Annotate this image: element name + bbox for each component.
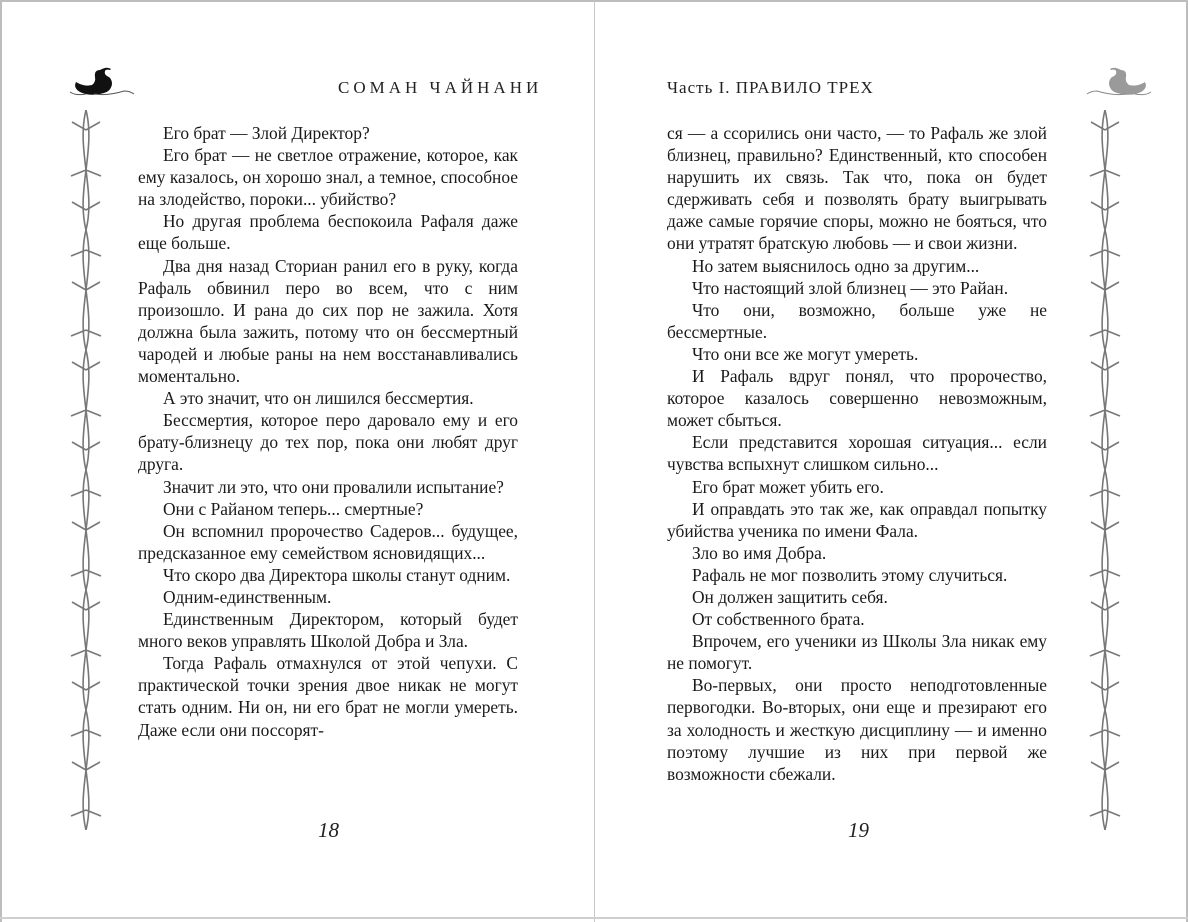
paragraph: Что они все же могут умереть.: [692, 343, 919, 364]
left-page-body: [138, 122, 518, 741]
paragraph: Что настоящий злой близнец — это Райан.: [692, 277, 1009, 298]
page-edge: [0, 917, 1188, 919]
paragraph: Но другая проблема беспокоила Рафаля даже еще больше.: [138, 211, 518, 254]
right-page: [594, 0, 1188, 922]
running-head: СОМАН ЧАЙНАНИ: [338, 78, 543, 97]
paragraph: Его брат может убить его.: [692, 476, 884, 497]
running-head: Часть I. ПРАВИЛО ТРЕХ: [667, 78, 874, 97]
paragraph: Одним-единственным.: [163, 586, 332, 607]
paragraph: Два дня назад Сториан ранил его в руку, когда Рафаль обвинил перо во всем, что с ним произошло. И рана до сих пор не зажила. Хотя должна была зажить, потому что он бессмертный чародей и любые раны на нем восстанавливались моментально.: [138, 255, 518, 387]
paragraph: Впрочем, его ученики из Школы Зла никак ему не помогут.: [667, 631, 1047, 674]
paragraph: От собственного брата.: [692, 609, 865, 630]
paragraph: Но затем выяснилось одно за другим...: [692, 255, 980, 276]
paragraph: Что скоро два Директора школы станут одним.: [163, 564, 511, 585]
paragraph: Единственным Директором, который будет много веков управлять Школой Добра и Зла.: [138, 609, 518, 652]
paragraph: Значит ли это, что они провалили испытание?: [163, 476, 504, 497]
paragraph: Тогда Рафаль отмахнулся от этой чепухи. С практической точки зрения двое никак не могут стать одним. Ни он, ни его брат не могли умереть. Даже если они поссорят-: [138, 653, 518, 740]
page-number: 19: [848, 818, 869, 842]
paragraph: ся — а ссорились они часто, — то Рафаль же злой близнец, правильно? Единственный, кто способен нарушить их связь. Так что, пока он будет сдерживать себя и позволять брату выигрывать даже самые горячие споры, можно не бояться, что они утратят братскую любовь — и свои жизни.: [667, 123, 1047, 254]
paragraph: Рафаль не мог позволить этому случиться.: [692, 564, 1008, 585]
right-page-body: [667, 122, 1047, 785]
paragraph: А это значит, что он лишился бессмертия.: [163, 388, 474, 409]
paragraph: Они с Райаном теперь... смертные?: [163, 498, 424, 519]
paragraph: Если представится хорошая ситуация... если чувства вспыхнут слишком сильно...: [667, 432, 1047, 475]
swan-icon: [66, 64, 136, 104]
paragraph: Бессмертия, которое перо даровало ему и его брату-близнецу до тех пор, пока они любят друг друга.: [138, 410, 518, 475]
paragraph: Его брат — Злой Директор?: [163, 123, 370, 143]
paragraph: Он вспомнил пророчество Садеров... будущее, предсказанное ему семейством ясновидящих...: [138, 520, 518, 563]
paragraph: И оправдать это так же, как оправдал попытку убийства ученика по имени Фала.: [667, 498, 1047, 541]
paragraph: Что они, возможно, больше уже не бессмертные.: [667, 299, 1047, 342]
paragraph: И Рафаль вдруг понял, что пророчество, которое казалось совершенно невозможным, может сбыться.: [667, 366, 1047, 431]
thorny-vine-ornament: [1085, 110, 1125, 830]
page-number: 18: [318, 818, 339, 842]
paragraph: Он должен защитить себя.: [692, 586, 888, 607]
swan-icon: [1085, 64, 1155, 104]
paragraph: Во-первых, они просто неподготовленные первогодки. Во-вторых, они еще и презирают его за холодность и жесткую дисциплину — и именно поэтому лучшие из них при первой же возможности сбежали.: [667, 675, 1047, 784]
thorny-vine-ornament: [66, 110, 106, 830]
paragraph: Его брат — не светлое отражение, которое, как ему казалось, он хорошо знал, а темное, способное на злодейство, пороки... убийство?: [138, 145, 518, 210]
paragraph: Зло во имя Добра.: [692, 542, 827, 563]
